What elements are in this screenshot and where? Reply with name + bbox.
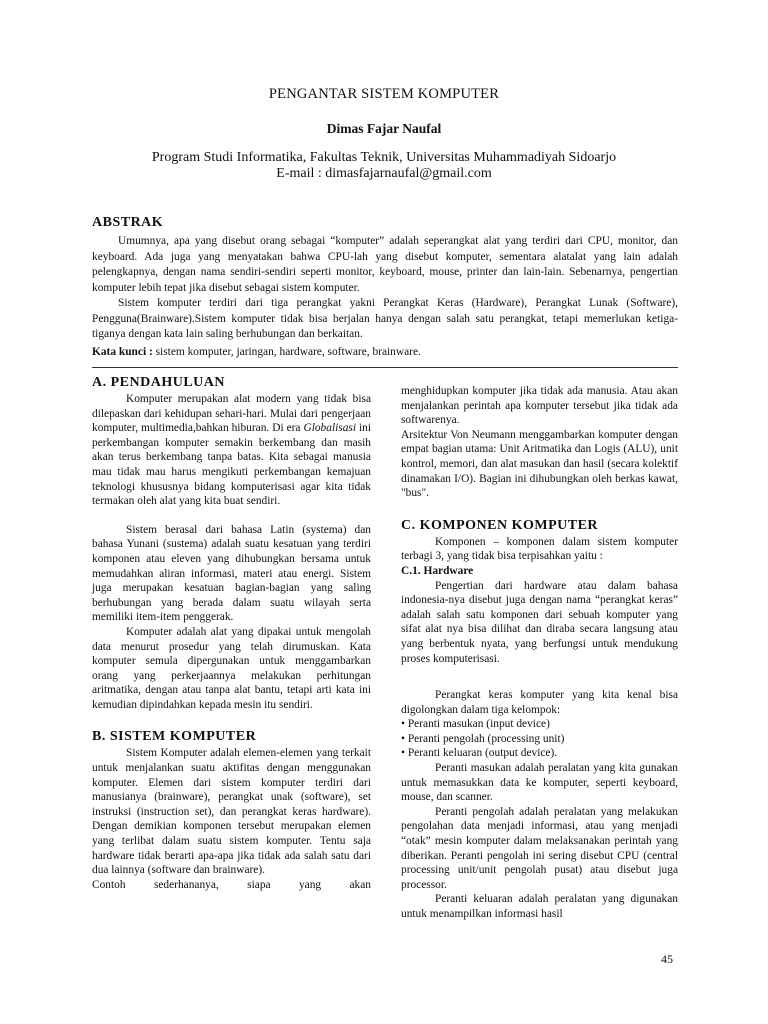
author-name: Dimas Fajar Naufal bbox=[326, 121, 442, 136]
paragraph: Arsitektur Von Neumann menggambarkan komputer dengan empat bagian utama: Unit Aritmatika dan Logis (ALU), unit kontrol, memori, dan alat masukan dan hasil (secara kolektif dinamakan I/O). Bagian ini dihubungkan oleh berkas kawat, "bus". bbox=[401, 428, 678, 500]
list-item: • Peranti keluaran (output device). bbox=[401, 747, 558, 760]
keywords-line bbox=[92, 346, 678, 358]
paragraph: Sistem Komputer adalah elemen-elemen yang terkait untuk menjalankan suatu aktifitas dengan menggunakan komputer. Elemen dari sistem komputer terdiri dari manusianya (brainware), perangkat unak (software), set instruksi (instruction set), dan perangkat keras hardware). Dengan demikian komponen tersebut merupakan elemen yang terlibat dalam suatu sistem komputer. Tentu saja hardware tidak berarti apa-apa jika tidak ada salah satu dari dua lainnya (software dan brainware). bbox=[92, 747, 371, 877]
section-heading-pendahuluan: A. PENDAHULUAN bbox=[92, 375, 225, 390]
paragraph: Sistem berasal dari bahasa Latin (systema) dan bahasa Yunani (sustema) adalah suatu kesatuan yang terdiri komponen atau eleven yang dihubungkan bersama untuk memudahkan aliran informasi, materi atau energi. Sistem juga merupakan kesatuan bagian-bagian yang saling berhubungan yang berada dalam suatu wilayah serta memiliki item-item penggerak. bbox=[92, 523, 371, 624]
affiliation-block bbox=[0, 150, 768, 182]
abstract-paragraph: Sistem komputer terdiri dari tiga perangkat yakni Perangkat Keras (Hardware), Perangkat Lunak (Software), Pengguna(Brainware).Sistem komputer tidak bisa berjalan hanya dengan salah satu perangkat, tetapi memerlukan ketiga-tiganya dengan kata lain saling berhubungan dan berkaitan. bbox=[92, 297, 678, 340]
page-number: 45 bbox=[661, 952, 673, 966]
list-item: • Peranti masukan (input device) bbox=[401, 718, 550, 731]
email: E-mail : dimasfajarnaufal@gmail.com bbox=[276, 166, 492, 181]
list-item: • Peranti pengolah (processing unit) bbox=[401, 732, 565, 745]
paragraph: Komputer adalah alat yang dipakai untuk mengolah data menurut prosedur yang telah dirumuskan. Kata komputer semula dipergunakan untuk menggambarkan orang yang perkerjaannya melakukan perhitungan aritmatika, dengan atau tanpa alat bantu, tetapi arti kata ini kemudian dipindahkan kepada mesin itu sendiri. bbox=[92, 625, 371, 711]
paragraph: Komponen – komponen dalam sistem komputer terbagi 3, yang tidak bisa terpisahkan yaitu : bbox=[401, 535, 678, 563]
right-column bbox=[401, 384, 678, 922]
keywords-list: sistem komputer, jaringan, hardware, software, brainware. bbox=[155, 346, 421, 358]
paragraph: Pengertian dari hardware atau dalam bahasa indonesia-nya disebut juga dengan nama “perangkat keras” adalah salah satu komponen dari sebuah komputer yang sifat alat nya bisa dilihat dan diraba secara langsung atau yang berbentuk nyata, yang berfungsi untuk mendukung proses komputerisasi. bbox=[401, 579, 678, 665]
keywords-label: Kata kunci : bbox=[92, 346, 153, 358]
paragraph: Perangkat keras komputer yang kita kenal bisa digolongkan dalam tiga kelompok: bbox=[401, 689, 678, 716]
section-heading-komponen: C. KOMPONEN KOMPUTER bbox=[401, 517, 599, 533]
divider bbox=[92, 367, 678, 368]
affiliation: Program Studi Informatika, Fakultas Teknik, Universitas Muhammadiyah Sidoarjo bbox=[151, 150, 617, 165]
paragraph: menghidupkan komputer jika tidak ada manusia. Atau akan menjalankan perintah apa komputer tersebut jika tidak ada softwarenya. bbox=[401, 385, 678, 427]
paragraph: Peranti masukan adalah peralatan yang kita gunakan untuk memasukkan data ke komputer, seperti keyboard, mouse, dan scanner. bbox=[401, 762, 678, 804]
paragraph: Peranti pengolah adalah peralatan yang melakukan pengolahan data menjadi informasi, atau yang menjadi “otak” mesin komputer dalam melaksanakan perintah yang diberikan. Peranti pengolah ini sering disebut CPU (central processing unit/unit pengolah pusat) atau disebut juga processor. bbox=[401, 805, 678, 891]
abstract-body bbox=[92, 234, 678, 343]
paper-title: PENGANTAR SISTEM KOMPUTER bbox=[268, 86, 500, 102]
left-column bbox=[92, 374, 371, 892]
abstract-heading: ABSTRAK bbox=[92, 215, 164, 230]
abstract-paragraph: Umumnya, apa yang disebut orang sebagai “komputer” adalah seperangkat alat yang terdiri dari CPU, monitor, dan keyboard. Ada juga yang menyatakan bahwa CPU-lah yang disebut komputer, sementara alatalat yang lain adalah pelengkapnya, dengan nama sendiri-sendiri seperti monitor, keyboard, mouse, printer dan lain-lain. Sebenarnya, pengertian komputer lebih tepat jika disebut sebagai sistem komputer. bbox=[92, 235, 678, 294]
subsection-heading-hardware: C.1. Hardware bbox=[401, 564, 474, 577]
paragraph: Contoh sederhananya, siapa yang akan bbox=[92, 878, 371, 891]
paragraph: Komputer merupakan alat modern yang tidak bisa dilepaskan dari kehidupan sehari-hari. Mulai dari pengerjaan komputer, multimedia,bahkan hiburan. Di era Globalisasi ini perkembangan komputer semakin berkembang dan masih akan terus berkembang tanpa batas. Kita sebagai manusia mau tidak mau harus mengikuti perkembangan kemajuan teknologi khususnya bidang komputerisasi agar kita tidak termakan oleh alat yang kita buat sendiri. bbox=[92, 393, 372, 508]
paragraph: Peranti keluaran adalah peralatan yang digunakan untuk menampilkan informasi hasil bbox=[401, 893, 678, 920]
section-heading-sistem-komputer: B. SISTEM KOMPUTER bbox=[92, 729, 257, 745]
